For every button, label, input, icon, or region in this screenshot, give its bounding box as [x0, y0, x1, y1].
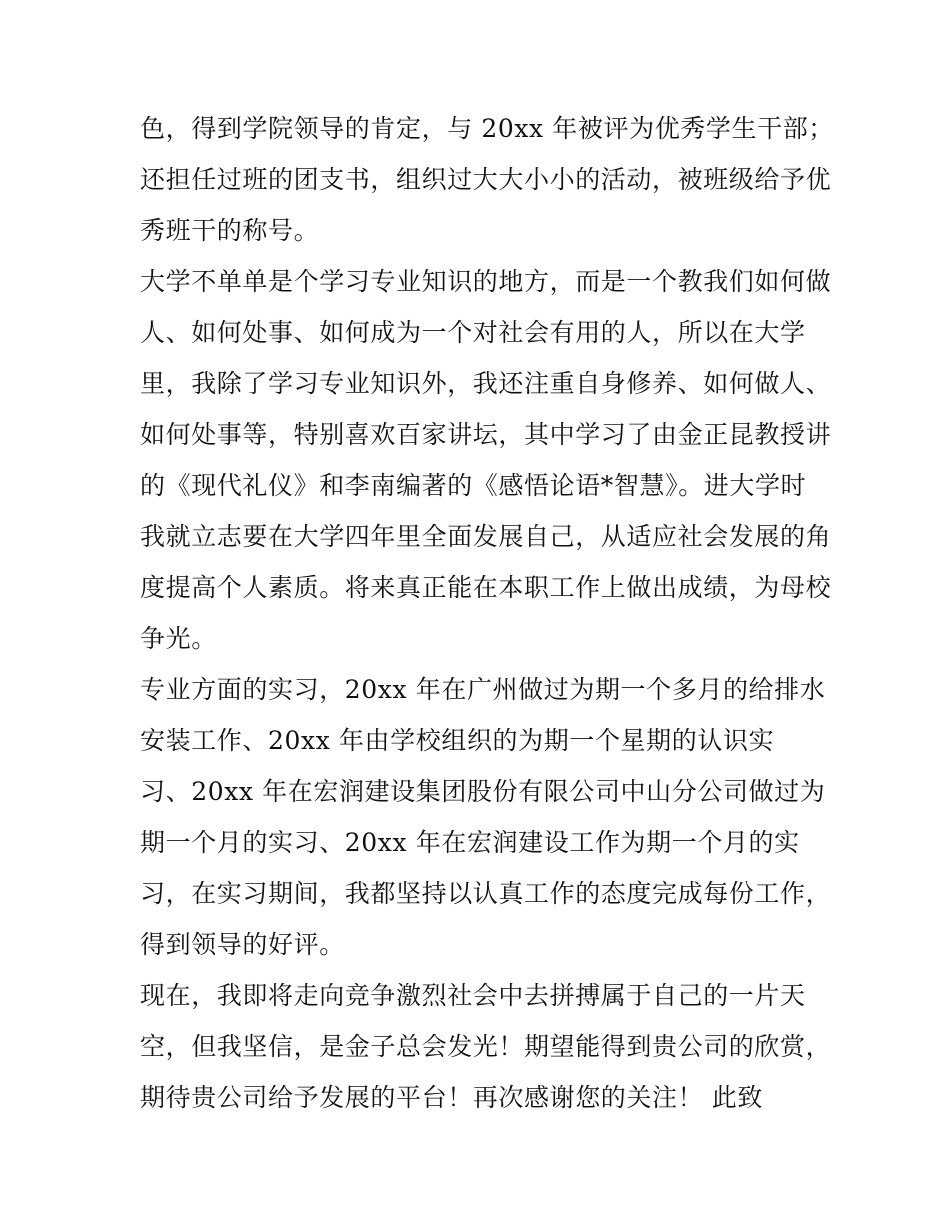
text-line: 色，得到学院领导的肯定，与 20xx 年被评为优秀学生干部； — [140, 114, 834, 143]
text-line: 空，但我坚信，是金子总会发光！期望能得到贵公司的欣赏， — [140, 1032, 832, 1061]
text-line: 的《现代礼仪》和李南编著的《感悟论语*智慧》。进大学时 — [140, 471, 807, 500]
text-line: 度提高个人素质。将来真正能在本职工作上做出成绩，为母校 — [140, 573, 832, 602]
text-line: 期待贵公司给予发展的平台！再次感谢您的关注！ 此致 — [140, 1083, 763, 1112]
text-line: 专业方面的实习，20xx 年在广州做过为期一个多月的给排水 — [140, 675, 826, 704]
text-line: 安装工作、20xx 年由学校组织的为期一个星期的认识实 — [140, 726, 775, 755]
text-line: 还担任过班的团支书，组织过大大小小的活动，被班级给予优 — [140, 165, 832, 194]
text-line: 争光。 — [140, 624, 217, 653]
text-line: 如何处事等，特别喜欢百家讲坛，其中学习了由金正昆教授讲 — [140, 420, 832, 449]
text-line: 现在，我即将走向竞争激烈社会中去拼搏属于自己的一片天 — [140, 981, 806, 1010]
text-line: 习，在实习期间，我都坚持以认真工作的态度完成每份工作， — [140, 879, 832, 908]
text-line: 期一个月的实习、20xx 年在宏润建设工作为期一个月的实 — [140, 828, 800, 857]
document-body — [140, 103, 834, 1123]
text-line: 我就立志要在大学四年里全面发展自己，从适应社会发展的角 — [140, 522, 832, 551]
text-line: 得到领导的好评。 — [140, 930, 345, 959]
text-line: 习、20xx 年在宏润建设集团股份有限公司中山分公司做过为 — [140, 777, 826, 806]
text-line: 人、如何处事、如何成为一个对社会有用的人，所以在大学 — [140, 318, 806, 347]
text-line: 里，我除了学习专业知识外，我还注重自身修养、如何做人、 — [140, 369, 832, 398]
text-line: 秀班干的称号。 — [140, 216, 320, 245]
text-line: 大学不单单是个学习专业知识的地方，而是一个教我们如何做 — [140, 267, 832, 296]
